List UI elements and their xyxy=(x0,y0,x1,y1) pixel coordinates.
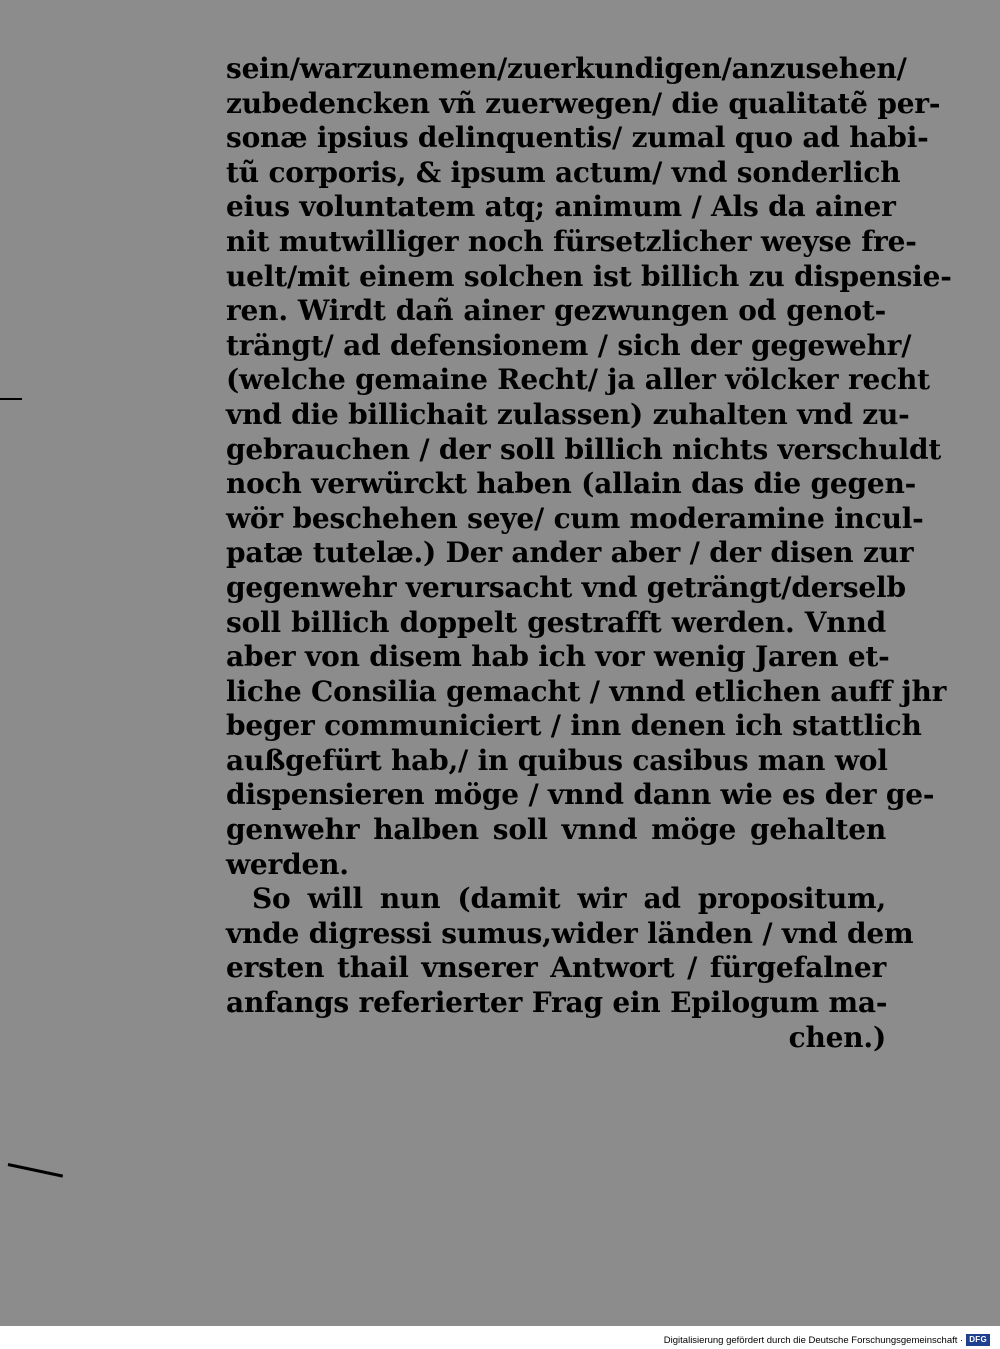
text-line: gebrauchen / der soll billich nichts verschuldt xyxy=(226,432,942,466)
footer-credit: Digitalisierung gefördert durch die Deutsche Forschungsgemeinschaft · xyxy=(663,1334,964,1346)
text-line: sein/warzunemen/zuerkundigen/anzusehen/ xyxy=(226,52,907,85)
scan-mark xyxy=(8,1163,63,1178)
text-line: aber von disem hab ich vor wenig Jaren et- xyxy=(226,640,890,674)
text-line: wör beschehen seye/ cum moderamine incul- xyxy=(226,501,924,535)
text-line: chen.) xyxy=(788,1020,886,1054)
text-line: gegenwehr verursacht vnd geträngt/derselb xyxy=(226,570,906,604)
text-line: sonæ ipsius delinquentis/ zumal quo ad habi- xyxy=(226,121,929,155)
text-line: anfangs referierter Frag ein Epilogum ma- xyxy=(226,986,888,1020)
text-line: ersten thail vnserer Antwort / fürgefalner xyxy=(226,951,886,985)
text-line: vnde digressi sumus,wider länden / vnd dem xyxy=(226,916,914,950)
text-line: genwehr halben soll vnnd möge gehalten xyxy=(226,813,886,847)
text-line: beger communiciert / inn denen ich stattlich xyxy=(226,709,922,743)
text-line: trängt/ ad defensionem / sich der gegewehr/ xyxy=(226,328,912,362)
text-line: (welche gemaine Recht/ ja aller völcker recht xyxy=(226,363,930,397)
text-line: tũ corporis, & ipsum actum/ vnd sonderlich xyxy=(226,155,901,189)
text-line: patæ tutelæ.) Der ander aber / der disen zur xyxy=(226,536,914,570)
dfg-logo-icon: DFG xyxy=(966,1334,990,1346)
scan-mark xyxy=(0,398,22,400)
text-line: So will nun (damit wir ad propositum, xyxy=(252,882,886,916)
text-line: dispensieren möge / vnnd dann wie es der ge- xyxy=(226,778,935,812)
digitization-footer xyxy=(664,1333,990,1347)
text-line: uelt/mit einem solchen ist billich zu dispensie- xyxy=(226,259,952,293)
text-line: außgefürt hab,/ in quibus casibus man wol xyxy=(226,743,888,777)
text-line: zubedencken vñ zuerwegen/ die qualitatẽ per- xyxy=(226,86,941,120)
text-line: noch verwürckt haben (allain das die gegen- xyxy=(226,467,917,501)
text-line: eius voluntatem atq; animum / Als da ainer xyxy=(226,190,896,224)
text-line: nit mutwilliger noch fürsetzlicher weyse fre- xyxy=(226,224,917,258)
text-line: vnd die billichait zulassen) zuhalten vnd zu- xyxy=(226,397,910,431)
text-line: werden. xyxy=(226,847,349,881)
text-line: ren. Wirdt dañ ainer gezwungen od genot- xyxy=(226,294,886,328)
text-line: soll billich doppelt gestrafft werden. Vnnd xyxy=(226,605,886,639)
page-text-block xyxy=(226,52,952,1055)
text-line: liche Consilia gemacht / vnnd etlichen auff jhr xyxy=(226,674,947,708)
